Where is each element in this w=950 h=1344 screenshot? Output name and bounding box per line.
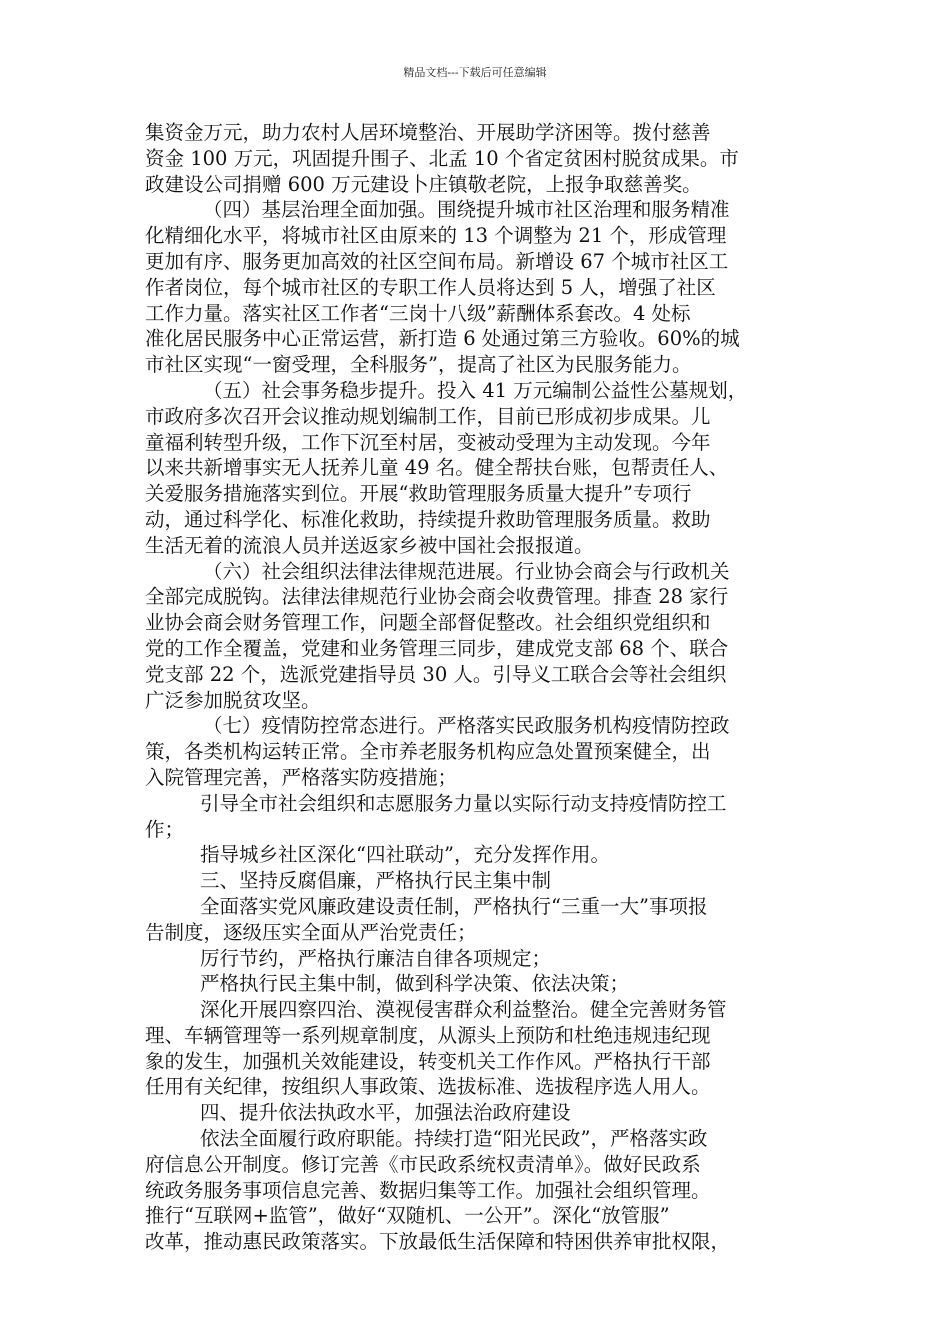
text-line: 更加有序、服务更加高效的社区空间布局。新增设 67 个城市社区工 [145, 249, 729, 273]
text-line: 集资金万元，助力农村人居环境整治、开展助学济困等。拨付慈善 [145, 121, 711, 144]
text-line: 告制度，逐级压实全面从严治党责任； [145, 920, 477, 944]
text-line: 全部完成脱钩。法律法律规范行业协会商会收费管理。排查 28 家行 [145, 585, 729, 609]
text-line: 童福利转型升级，工作下沉至村居，变被动受理为主动发现。今年 [145, 430, 711, 454]
text-line: 入院管理完善，严格落实防疫措施； [145, 765, 458, 789]
text-line: 化精细化水平，将城市社区由原来的 13 个调整为 21 个，形成管理 [145, 224, 727, 248]
text-line: 业协会商会财务管理工作，问题全部督促整改。社会组织党组织和 [145, 611, 711, 635]
text-line: 党的工作全覆盖，党建和业务管理三同步，建成党支部 68 个、联合 [145, 636, 729, 660]
section-heading-3: 三、坚持反腐倡廉，严格执行民主集中制 [200, 869, 552, 893]
text-line: 作； [145, 817, 185, 841]
text-line: 厉行节约，严格执行廉洁自律各项规定； [200, 946, 552, 970]
text-line: 指导城乡社区深化“四社联动”，充分发挥作用。 [200, 843, 610, 867]
text-line: 依法全面履行政府职能。持续打造“阳光民政”，严格落实政 [200, 1127, 708, 1151]
text-line: 府信息公开制度。修订完善《市民政系统权责清单》。做好民政系 [145, 1152, 701, 1176]
text-line: 作者岗位，每个城市社区的专职工作人员将达到 5 人，增强了社区 [145, 275, 716, 299]
text-line: 工作力量。落实社区工作者“三岗十八级”薪酬体系套改。4 处标 [145, 301, 691, 325]
text-line: 推行“互联网+监管”，做好“双随机、一公开”。深化“放管服” [145, 1204, 670, 1228]
text-line: 改革，推动惠民政策落实。下放最低生活保障和特困供养审批权限， [145, 1230, 731, 1254]
document-body [145, 120, 825, 1255]
text-line: 政建设公司捐赠 600 万元建设卜庄镇敬老院，上报争取慈善奖。 [145, 172, 702, 196]
text-line: 理、车辆管理等一系列规章制度，从源头上预防和杜绝违规违纪现 [145, 1023, 711, 1047]
text-line: 党支部 22 个，选派党建指导员 30 人。引导义工联合会等社会组织 [145, 662, 727, 686]
text-line: 关爱服务措施落实到位。开展“救助管理服务质量大提升”专项行 [145, 482, 692, 506]
text-line: 全面落实党风廉政建设责任制，严格执行“三重一大”事项报 [200, 894, 708, 918]
text-line: 生活无着的流浪人员并送返家乡被中国社会报报道。 [145, 533, 594, 557]
text-line: 深化开展四察四治、漠视侵害群众利益整治。健全完善财务管 [200, 998, 727, 1022]
text-line: 象的发生，加强机关效能建设，转变机关工作作风。严格执行干部 [145, 1049, 711, 1073]
section-heading-6: （六）社会组织法律法律规范进展。行业协会商会与行政机关 [203, 559, 730, 583]
text-line: 市政府多次召开会议推动规划编制工作，目前已形成初步成果。儿 [145, 404, 711, 428]
text-line: 动，通过科学化、标准化救助，持续提升救助管理服务质量。救助 [145, 507, 711, 531]
text-line: 严格执行民主集中制，做到科学决策、依法决策； [200, 972, 630, 996]
text-line: 引导全市社会组织和志愿服务力量以实际行动支持疫情防控工 [200, 791, 727, 815]
text-line: 准化居民服务中心正常运营，新打造 6 处通过第三方验收。60%的城 [145, 327, 740, 351]
text-line: 资金 100 万元，巩固提升围子、北孟 10 个省定贫困村脱贫成果。市 [145, 146, 739, 170]
text-line: 统政务服务事项信息完善、数据归集等工作。加强社会组织管理。 [145, 1178, 711, 1202]
section-heading-7: （七）疫情防控常态进行。严格落实民政服务机构疫情防控政 [203, 714, 730, 738]
text-line: 以来共新增事实无人抚养儿童 49 名。健全帮扶台账，包帮责任人、 [145, 456, 729, 480]
section-heading-5: （五）社会事务稳步提升。投入 41 万元编制公益性公墓规划， [203, 378, 748, 402]
text-line: 广泛参加脱贫攻坚。 [145, 688, 321, 712]
page-header: 精品文档---下载后可任意编辑 [403, 66, 547, 79]
section-heading-4: （四）基层治理全面加强。围绕提升城市社区治理和服务精准 [203, 198, 730, 222]
section-heading-4-main: 四、提升依法执政水平，加强法治政府建设 [200, 1101, 571, 1125]
text-line: 任用有关纪律，按组织人事政策、选拔标准、选拔程序选人用人。 [145, 1075, 711, 1099]
text-line: 市社区实现“一窗受理，全科服务”，提高了社区为民服务能力。 [145, 353, 692, 377]
text-line: 策，各类机构运转正常。全市养老服务机构应急处置预案健全，出 [145, 740, 711, 764]
